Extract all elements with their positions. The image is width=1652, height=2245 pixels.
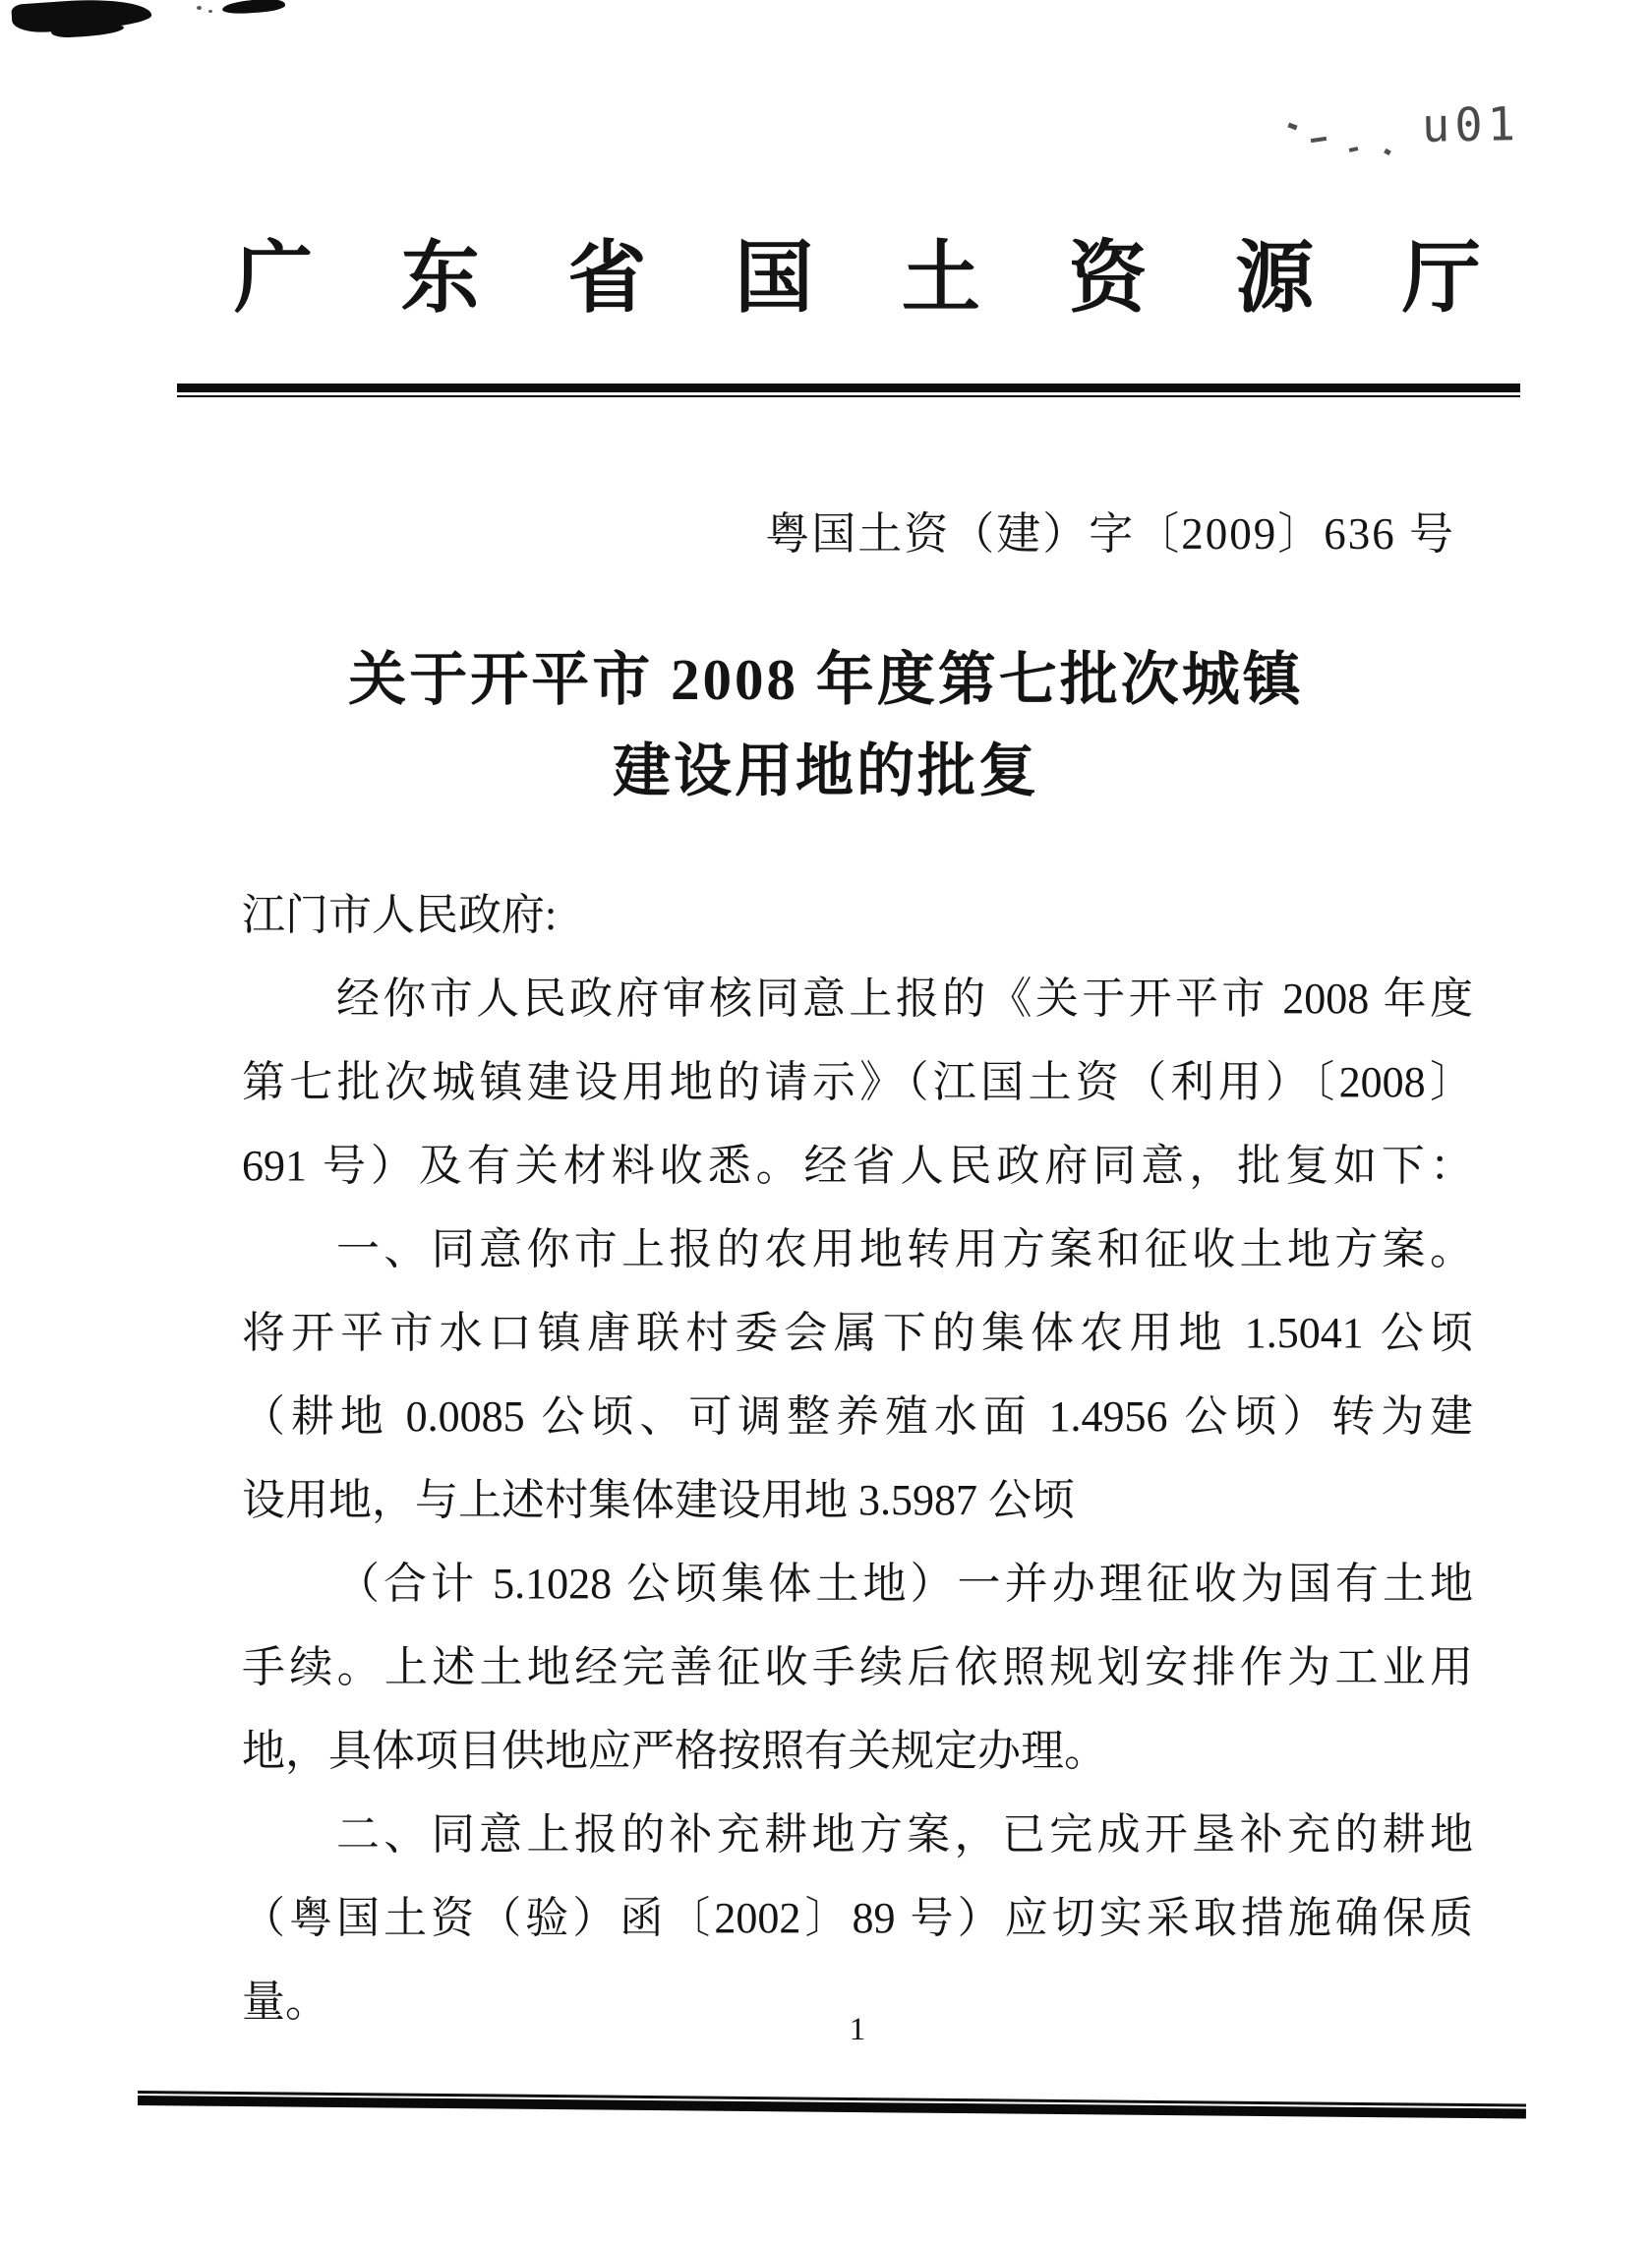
document-body [242, 873, 1473, 2043]
page-number: 1 [849, 2012, 866, 2047]
agency-char: 源 [1235, 236, 1315, 323]
body-line: 量。 [242, 1978, 328, 2026]
stamp-speck [1287, 123, 1297, 131]
agency-char: 土 [901, 236, 980, 323]
scan-speck [197, 6, 202, 10]
document-number: 粤国土资（建）字〔2009〕636 号 [765, 509, 1455, 559]
body-line-item-1: 一、同意你市上报的农用地转用方案和征收土地方案。 [336, 1225, 1473, 1273]
body-line: 经你市人民政府审核同意上报的《关于开平市 2008 年度 [336, 975, 1473, 1023]
body-line: 设用地，与上述村集体建设用地 3.5987 公顷 [242, 1476, 1075, 1524]
body-line: 地，具体项目供地应严格按照有关规定办理。 [242, 1727, 1107, 1775]
scan-smudge-top [222, 0, 286, 15]
body-line: （粤国土资（验）函〔2002〕89 号）应切实采取措施确保质 [242, 1894, 1473, 1942]
masthead-divider-thin [177, 395, 1520, 397]
footer-divider [138, 2091, 1526, 2119]
stamp-speck [1311, 137, 1327, 143]
body-line-item-2: 二、同意上报的补充耕地方案，已完成开垦补充的耕地 [336, 1810, 1473, 1859]
body-line-salutation: 江门市人民政府: [242, 891, 558, 939]
document-title [0, 634, 1652, 817]
masthead-divider-thick [177, 384, 1520, 392]
stamp-speck [1349, 147, 1359, 152]
document-title-line2: 建设用地的批复 [612, 738, 1039, 803]
body-line: （耕地 0.0085 公顷、可调整养殖水面 1.4956 公顷）转为建 [242, 1392, 1473, 1441]
corner-page-stamp: u01 [1421, 97, 1521, 153]
body-line: 第七批次城镇建设用地的请示》（江国土资（利用）〔2008〕 [242, 1058, 1473, 1106]
body-line: 691 号）及有关材料收悉。经省人民政府同意，批复如下： [242, 1142, 1473, 1190]
agency-name [234, 236, 1481, 323]
masthead-divider [177, 384, 1520, 397]
agency-char: 国 [735, 236, 814, 323]
agency-char: 东 [400, 236, 480, 323]
agency-char: 厅 [1401, 236, 1481, 323]
document-title-line1: 关于开平市 2008 年度第七批次城镇 [348, 647, 1304, 712]
body-line: 将开平市水口镇唐联村委会属下的集体农用地 1.5041 公顷 [242, 1309, 1473, 1357]
agency-char: 广 [234, 236, 313, 323]
scan-speck [208, 10, 212, 13]
agency-char: 资 [1068, 236, 1148, 323]
body-line: 手续。上述土地经完善征收手续后依照规划安排作为工业用 [242, 1643, 1473, 1691]
body-line: （合计 5.1028 公顷集体土地）一并办理征收为国有土地 [336, 1560, 1473, 1608]
stamp-speck [1384, 148, 1391, 155]
agency-char: 省 [567, 236, 647, 323]
